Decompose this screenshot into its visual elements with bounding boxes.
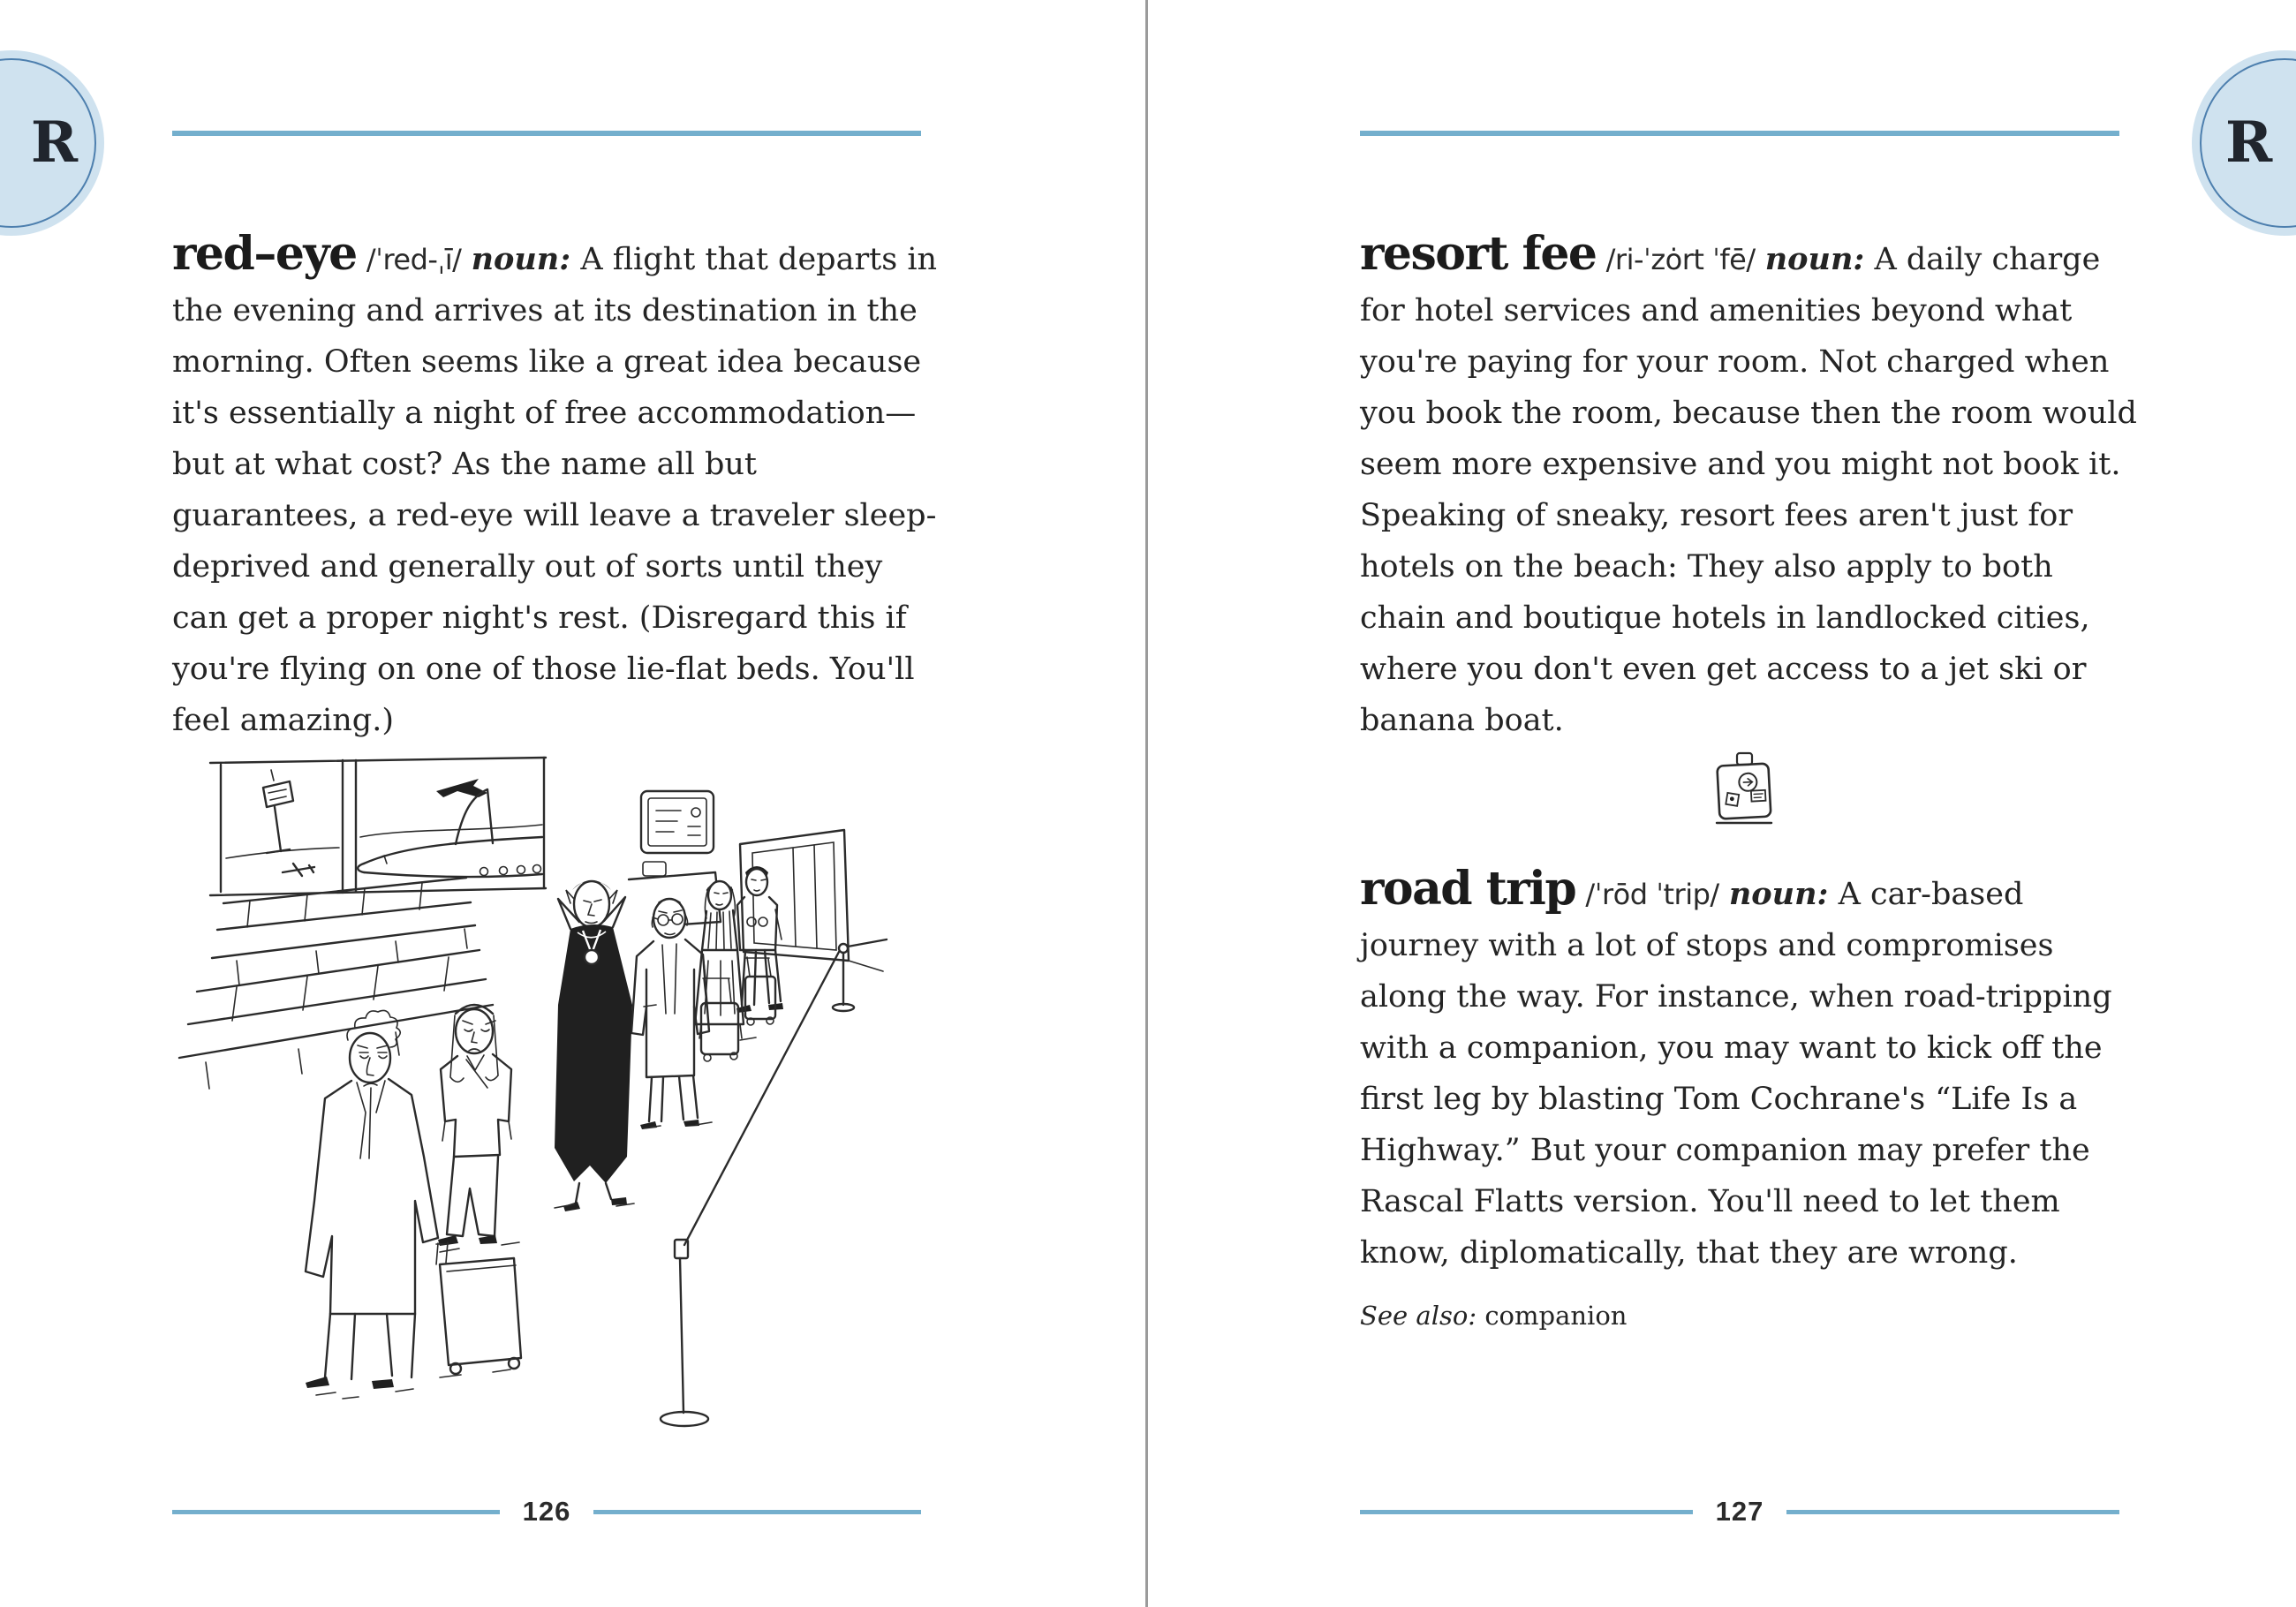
entry-road-trip (1360, 864, 2139, 1333)
window-scene (210, 758, 546, 895)
rolling-bag (745, 957, 775, 1025)
headword: resort fee (1360, 227, 1597, 281)
departures-board (641, 791, 714, 853)
page-gutter-divider (1145, 0, 1148, 1607)
page-number: 127 (1715, 1496, 1764, 1527)
left-page-top-rule (172, 131, 921, 136)
suitcase-icon (1711, 751, 1779, 826)
definition-text: A daily charge for hotel services and amenities beyond what you're paying for your room. Not charged when you book the room, because then the room would seem more expensive and you might not book it. Speaking of sneaky, resort fees aren't just for hotels on the beach: They also apply to both chain and boutique hotels in landlocked cities, where you don't even get access to a jet ski or banana boat. (1360, 242, 2137, 738)
entry-red-eye (172, 229, 940, 746)
pronunciation: /ri-ˈzȯrt ˈfē/ (1605, 243, 1756, 276)
definition-text: A flight that departs in the evening and arrives at its destination in the morning. Often seems like a great idea because it's essentially a night of free accommodation—but at what cost? As the name all but guarantees, a red-eye will leave a traveler sleep-deprived and generally out of sorts until they can get a proper night's rest. (Disregard this if you're flying on one of those lie-flat beds. You'll feel amazing.) (172, 242, 938, 738)
left-page-footer (172, 1492, 921, 1531)
headword: red–eye (172, 227, 357, 281)
gate-seats (179, 878, 493, 1089)
section-letter: R (30, 109, 78, 176)
airport-illustration (175, 740, 892, 1457)
section-tab-right (2192, 50, 2296, 236)
see-also-line (1360, 1298, 2139, 1333)
right-page-footer (1360, 1492, 2119, 1531)
pronunciation: /ˈred-ˌī/ (366, 243, 462, 276)
entry-paragraph (1360, 864, 2139, 1279)
traveler-tired-woman (438, 1005, 511, 1246)
traveler-vampire (555, 880, 632, 1211)
pronunciation: /ˈrōd ˈtrip/ (1585, 878, 1719, 911)
part-of-speech-label: noun: (1728, 876, 1829, 912)
section-tab-left (0, 50, 104, 236)
page-number: 126 (522, 1496, 571, 1527)
footer-rule (1360, 1510, 1693, 1514)
see-also-term: companion (1484, 1301, 1628, 1331)
headword: road trip (1360, 862, 1576, 916)
footer-rule (593, 1510, 921, 1514)
footer-rule (172, 1510, 500, 1514)
section-letter: R (2225, 109, 2273, 176)
rolling-suitcase (436, 1242, 521, 1374)
see-also-label: See also: (1360, 1301, 1477, 1331)
part-of-speech-label: noun: (471, 241, 571, 277)
traveler-old-man (631, 899, 738, 1129)
traveler-curly-man (306, 1010, 521, 1389)
entry-resort-fee (1360, 229, 2139, 746)
definition-text: A car-based journey with a lot of stops and compromises along the way. For instance, when road-tripping with a companion, you may want to kick off the first leg by blasting Tom Cochrane's “Life Is a Highway.” But your companion may prefer the Rascal Flatts version. You'll need to let them know, diplomatically, that they are wrong. (1360, 877, 2112, 1271)
right-page-top-rule (1360, 131, 2119, 136)
footer-rule (1786, 1510, 2119, 1514)
part-of-speech-label: noun: (1764, 241, 1865, 277)
